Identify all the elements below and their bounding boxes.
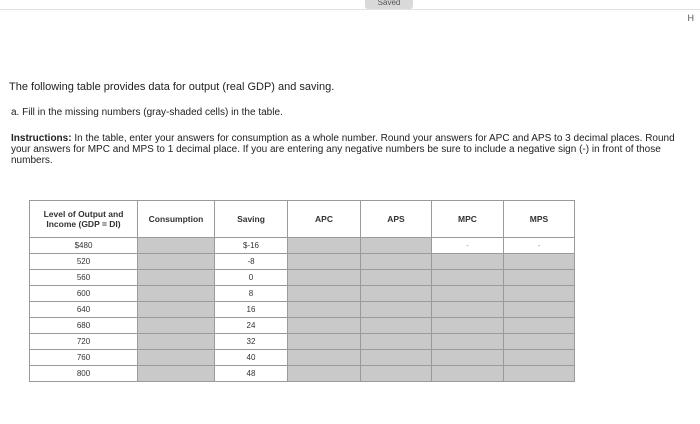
saving-cell: 0 (215, 270, 288, 286)
saved-status-badge: Saved (365, 0, 413, 9)
consumption-input[interactable] (138, 366, 215, 382)
mpc-input[interactable] (432, 302, 504, 318)
consumption-input[interactable] (138, 270, 215, 286)
header-corner-label: H (687, 13, 694, 23)
table-row (30, 366, 575, 382)
saving-cell: 40 (215, 350, 288, 366)
mps-input[interactable] (504, 254, 575, 270)
mpc-input[interactable] (432, 334, 504, 350)
mps-input[interactable] (504, 318, 575, 334)
mpc-input[interactable] (432, 350, 504, 366)
mps-input[interactable] (504, 350, 575, 366)
mps-input[interactable] (504, 286, 575, 302)
header-apc: APC (288, 201, 361, 238)
header-saving: Saving (215, 201, 288, 238)
header-output: Level of Output and Income (GDP = DI) (30, 201, 138, 238)
header-aps: APS (361, 201, 432, 238)
mpc-input[interactable] (432, 366, 504, 382)
mpc-input[interactable] (432, 286, 504, 302)
saving-cell: 48 (215, 366, 288, 382)
aps-input[interactable] (361, 350, 432, 366)
apc-input[interactable] (288, 366, 361, 382)
table-row (30, 334, 575, 350)
table-body (30, 238, 575, 382)
header-mpc: MPC (432, 201, 504, 238)
saving-cell: 8 (215, 286, 288, 302)
output-cell: 520 (30, 254, 138, 270)
saving-cell: -8 (215, 254, 288, 270)
consumption-input[interactable] (138, 302, 215, 318)
header-divider (0, 9, 700, 10)
table-row (30, 286, 575, 302)
output-cell: 560 (30, 270, 138, 286)
consumption-input[interactable] (138, 238, 215, 254)
output-cell: $480 (30, 238, 138, 254)
output-cell: 600 (30, 286, 138, 302)
aps-input[interactable] (361, 318, 432, 334)
consumption-input[interactable] (138, 334, 215, 350)
table-row (30, 270, 575, 286)
apc-input[interactable] (288, 318, 361, 334)
mps-input[interactable] (504, 334, 575, 350)
aps-input[interactable] (361, 302, 432, 318)
table-row (30, 302, 575, 318)
gdp-saving-table (29, 200, 575, 382)
header-consumption: Consumption (138, 201, 215, 238)
aps-input[interactable] (361, 238, 432, 254)
mpc-input[interactable] (432, 318, 504, 334)
instructions (11, 133, 691, 166)
output-cell: 800 (30, 366, 138, 382)
output-cell: 760 (30, 350, 138, 366)
mps-input[interactable] (504, 302, 575, 318)
saving-cell: 32 (215, 334, 288, 350)
saving-cell: 24 (215, 318, 288, 334)
question-intro: The following table provides data for output (real GDP) and saving. (9, 81, 335, 93)
table-row (30, 350, 575, 366)
table-row (30, 318, 575, 334)
apc-input[interactable] (288, 286, 361, 302)
consumption-input[interactable] (138, 286, 215, 302)
mpc-input[interactable] (432, 254, 504, 270)
table-row (30, 254, 575, 270)
instructions-text: In the table, enter your answers for consumption as a whole number. Round your answers for APC and APS to 3 decimal places. Round your answers for MPC and MPS to 1 decimal place. If you are entering any negative numbers be sure to include a negative sign (-) in front of those numbers. (11, 133, 675, 166)
consumption-input[interactable] (138, 318, 215, 334)
apc-input[interactable] (288, 254, 361, 270)
mps-not-applicable: - (504, 238, 575, 254)
saving-cell: $-16 (215, 238, 288, 254)
aps-input[interactable] (361, 254, 432, 270)
apc-input[interactable] (288, 334, 361, 350)
mps-input[interactable] (504, 270, 575, 286)
output-cell: 720 (30, 334, 138, 350)
apc-input[interactable] (288, 238, 361, 254)
aps-input[interactable] (361, 334, 432, 350)
aps-input[interactable] (361, 286, 432, 302)
instructions-label: Instructions: (11, 133, 72, 144)
header-mps: MPS (504, 201, 575, 238)
mps-input[interactable] (504, 366, 575, 382)
aps-input[interactable] (361, 366, 432, 382)
apc-input[interactable] (288, 270, 361, 286)
mpc-not-applicable: - (432, 238, 504, 254)
consumption-input[interactable] (138, 350, 215, 366)
aps-input[interactable] (361, 270, 432, 286)
table-header-row (30, 201, 575, 238)
output-cell: 680 (30, 318, 138, 334)
consumption-input[interactable] (138, 254, 215, 270)
saving-cell: 16 (215, 302, 288, 318)
mpc-input[interactable] (432, 270, 504, 286)
apc-input[interactable] (288, 302, 361, 318)
apc-input[interactable] (288, 350, 361, 366)
output-cell: 640 (30, 302, 138, 318)
question-part-a: a. Fill in the missing numbers (gray-shaded cells) in the table. (11, 107, 283, 118)
table-row (30, 238, 575, 254)
